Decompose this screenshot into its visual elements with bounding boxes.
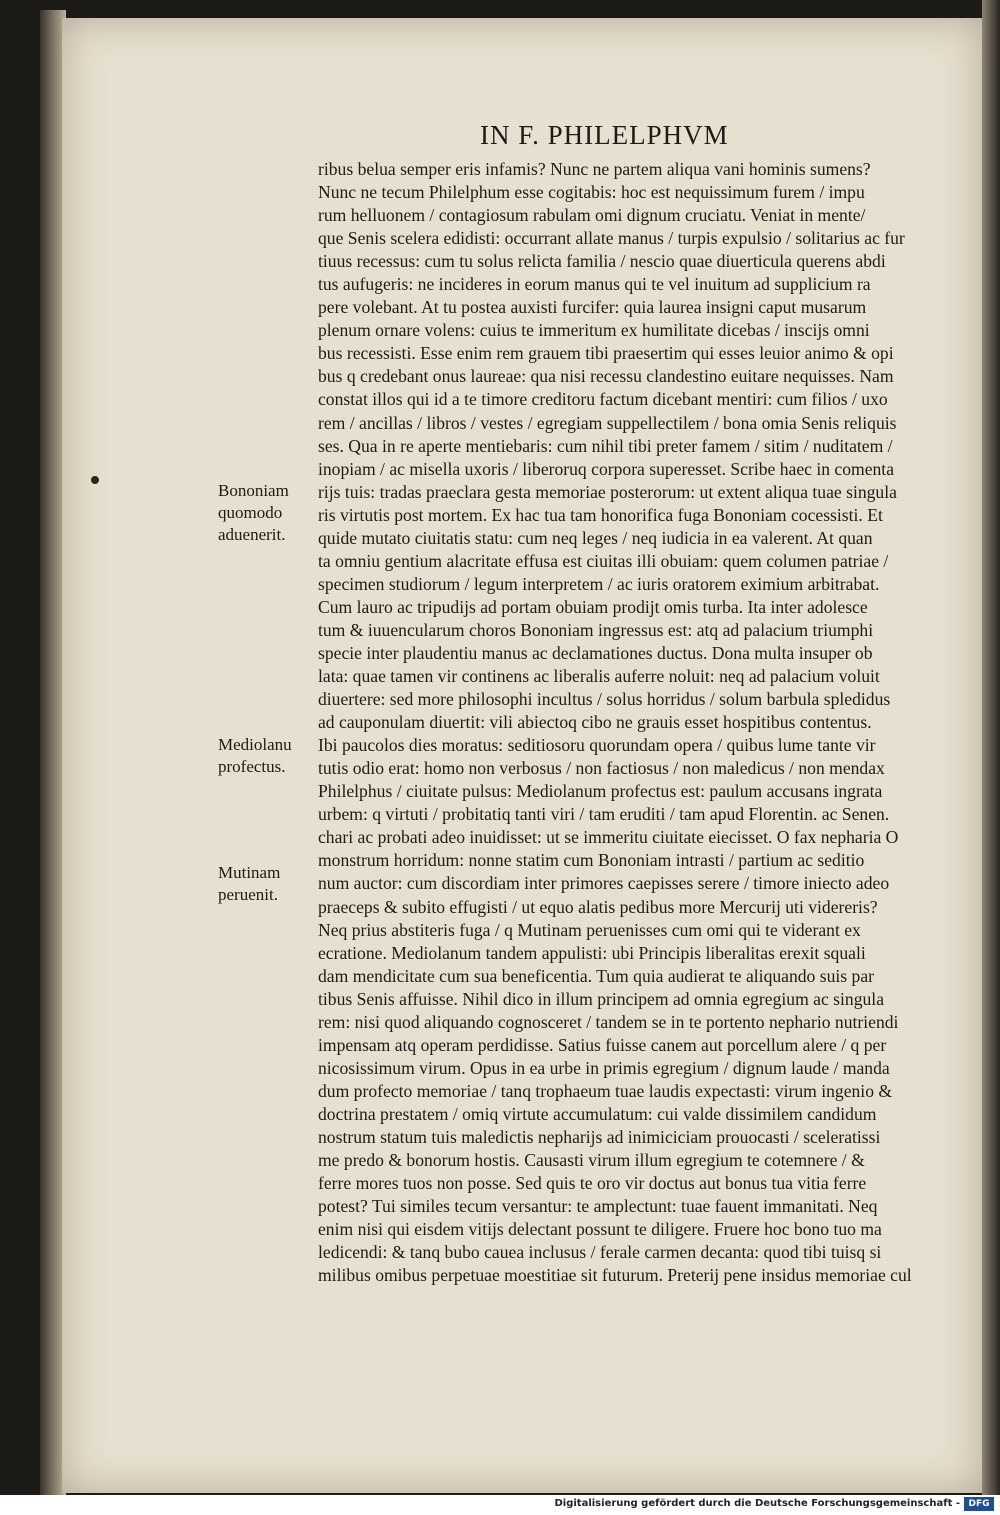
text-line: urbem: q virtuti / probitatiq tanti viri / tam eruditi / tam apud Florentin. ac Senen.	[318, 804, 890, 825]
text-line: rum helluonem / contagiosum rabulam omi dignum cruciatu. Veniat in mente/	[318, 205, 866, 226]
text-line: rem: nisi quod aliquando cognosceret / tandem se in te portento nephario nutriendi	[318, 1011, 899, 1032]
text-line: me predo & bonorum hostis. Causasti virum illum egregium te cotemnere / &	[318, 1150, 865, 1171]
text-line: Ibi paucolos dies moratus: seditiosoru quorundam opera / quibus lume tante vir	[318, 735, 876, 756]
margin-note-line: peruenit.	[218, 885, 278, 904]
page-edge	[982, 0, 1000, 1495]
body-text	[318, 158, 966, 1287]
text-line: constat illos qui id a te timore creditoru factum dicebant mentiri: cum filios / uxo	[318, 389, 888, 410]
text-line: impensam atq operam perdidisse. Satius fuisse canem aut porcellum alere / q per	[318, 1034, 887, 1055]
text-line: Nunc ne tecum Philelphum esse cogitabis: hoc est nequissimum furem / impu	[318, 182, 865, 203]
ink-dot	[91, 476, 99, 484]
text-line: praeceps & subito effugisti / ut equo alatis pedibus more Mercurij uti videreris?	[318, 896, 878, 917]
text-line: specie inter plaudentiu manus ac declamationes ductus. Dona multa insuper ob	[318, 642, 873, 663]
text-line: ferre mores tuos non posse. Sed quis te oro vir doctus aut bonus tua vitia ferre	[318, 1173, 867, 1194]
text-line: tiuus recessus: cum tu solus relicta familia / nescio quae diuerticula querens abdi	[318, 251, 886, 272]
text-line: milibus omibus perpetuae moestitiae sit futurum. Preterij pene insidus memoriae cul	[318, 1265, 912, 1286]
text-line: tus aufugeris: ne incideres in eorum manus qui te vel inuitum ad supplicium ra	[318, 274, 871, 295]
text-line: num auctor: cum discordiam inter primores caepisses serere / timore iniecto adeo	[318, 873, 890, 894]
text-line: ledicendi: & tanq bubo cauea inclusus / ferale carmen decanta: quod tibi tuisq si	[318, 1242, 882, 1263]
text-line: bus recessisti. Esse enim rem grauem tibi praesertim qui esses leuior animo & opi	[318, 343, 894, 364]
margin-note-line: profectus.	[218, 757, 286, 776]
footer-credit: Digitalisierung gefördert durch die Deutsche Forschungsgemeinschaft -	[554, 1498, 960, 1509]
text-line: tum & iuuencularum choros Bononiam ingressus est: atq ad palacium triumphi	[318, 619, 874, 640]
text-line: Neq prius abstiteris fuga / q Mutinam peruenisses cum omi qui te viderant ex	[318, 919, 861, 940]
margin-note-line: Mutinam	[218, 863, 281, 882]
text-line: enim nisi qui eisdem vitijs delectant possunt te diligere. Fruere hoc bono tuo ma	[318, 1219, 882, 1240]
text-line: monstrum horridum: nonne statim cum Bononiam intrasti / partium ac seditio	[318, 850, 865, 871]
text-line: bus q credebant onus laureae: qua nisi recessu clandestino euitare nequisses. Nam	[318, 366, 894, 387]
text-line: chari ac probati adeo inuidisset: ut se immeritu ciuitate eiecisset. O fax nepharia O	[318, 827, 899, 848]
text-line: potest? Tui similes tecum versantur: te amplectunt: tuae fauent immanitati. Neq	[318, 1196, 878, 1217]
text-line: Cum lauro ac tripudijs ad portam obuiam prodijt omis turba. Ita inter adolesce	[318, 596, 868, 617]
text-line: doctrina prestatem / omiq virtute accumulatum: cui valde dissimilem candidum	[318, 1103, 877, 1124]
text-line: ribus belua semper eris infamis? Nunc ne partem aliqua vani hominis sumens?	[318, 159, 871, 179]
text-line: diuertere: sed more philosophi incultus / solus horridus / solum barbula spledidus	[318, 689, 891, 710]
text-line: lata: quae tamen vir continens ac liberalis auferre noluit: neq ad palacium voluit	[318, 666, 880, 687]
text-line: nicosissimum virum. Opus in ea urbe in primis egregium / dignum laude / manda	[318, 1057, 890, 1078]
margin-note-line: aduenerit.	[218, 525, 286, 544]
text-line: pere volebant. At tu postea auxisti furcifer: quia laurea insigni caput musarum	[318, 297, 867, 318]
text-line: ses. Qua in re aperte mentiebaris: cum nihil tibi preter famem / sitim / nuditatem /	[318, 435, 893, 456]
text-line: ris virtutis post mortem. Ex hac tua tam honorifica fuga Bononiam cocessisti. Et	[318, 504, 883, 525]
margin-note-mediolanum	[218, 734, 318, 778]
text-line: dam mendicitate cum sua beneficentia. Tum quia audierat te aliquando suis par	[318, 965, 874, 986]
margin-note-bononiam	[218, 480, 318, 546]
margin-note-mutinam	[218, 862, 318, 906]
text-line: inopiam / ac misella uxoris / liberoruq corpora superesset. Scribe haec in comenta	[318, 458, 895, 479]
text-line: ecratione. Mediolanum tandem appulisti: ubi Principis liberalitas erexit squali	[318, 942, 866, 963]
text-line: tutis odio erat: homo non verbosus / non factiosus / non maledicus / non mendax	[318, 758, 885, 779]
margin-note-line: quomodo	[218, 503, 283, 522]
footer-bar	[0, 1495, 1000, 1515]
text-line: ta omniu gentium alacritate effusa est ciuitas illi obuiam: quem columen patriae /	[318, 550, 889, 571]
text-line: specimen studiorum / legum interpretem / ac iuris oratorem eximium arbitrabat.	[318, 573, 880, 594]
text-line: tibus Senis affuisse. Nihil dico in illum principem ad omnia egregium ac singula	[318, 988, 884, 1009]
margin-note-line: Mediolanu	[218, 735, 292, 754]
text-line: rijs tuis: tradas praeclara gesta memoriae posterorum: ut extent aliqua tuae singula	[318, 481, 897, 502]
text-line: dum profecto memoriae / tanq trophaeum tuae laudis expectasti: virum ingenio &	[318, 1080, 893, 1101]
text-line: ad cauponulam diuertit: vili abiectoq cibo ne grauis esset hospitibus contentus.	[318, 712, 872, 733]
text-line: rem / ancillas / libros / vestes / egregiam suppellectilem / bona omia Senis reliquis	[318, 412, 897, 433]
running-header: IN F. PHILELPHVM	[480, 120, 729, 150]
text-line: Philelphus / ciuitate pulsus: Mediolanum profectus est: paulum accusans ingrata	[318, 781, 883, 802]
text-line: quide mutato ciuitatis statu: cum neq leges / neq iudicia in ea valerent. At quan	[318, 527, 873, 548]
text-line: plenum ornare volens: cuius te immeritum ex humilitate dicebas / inscijs omni	[318, 320, 870, 341]
text-line: nostrum statum tuis maledictis nepharijs ad inimiciciam prouocasti / sceleratissi	[318, 1126, 881, 1147]
text-line: que Senis scelera edidisti: occurrant allate manus / turpis expulsio / solitarius ac fur	[318, 228, 905, 249]
margin-note-line: Bononiam	[218, 481, 289, 500]
dfg-logo: DFG	[964, 1497, 994, 1511]
